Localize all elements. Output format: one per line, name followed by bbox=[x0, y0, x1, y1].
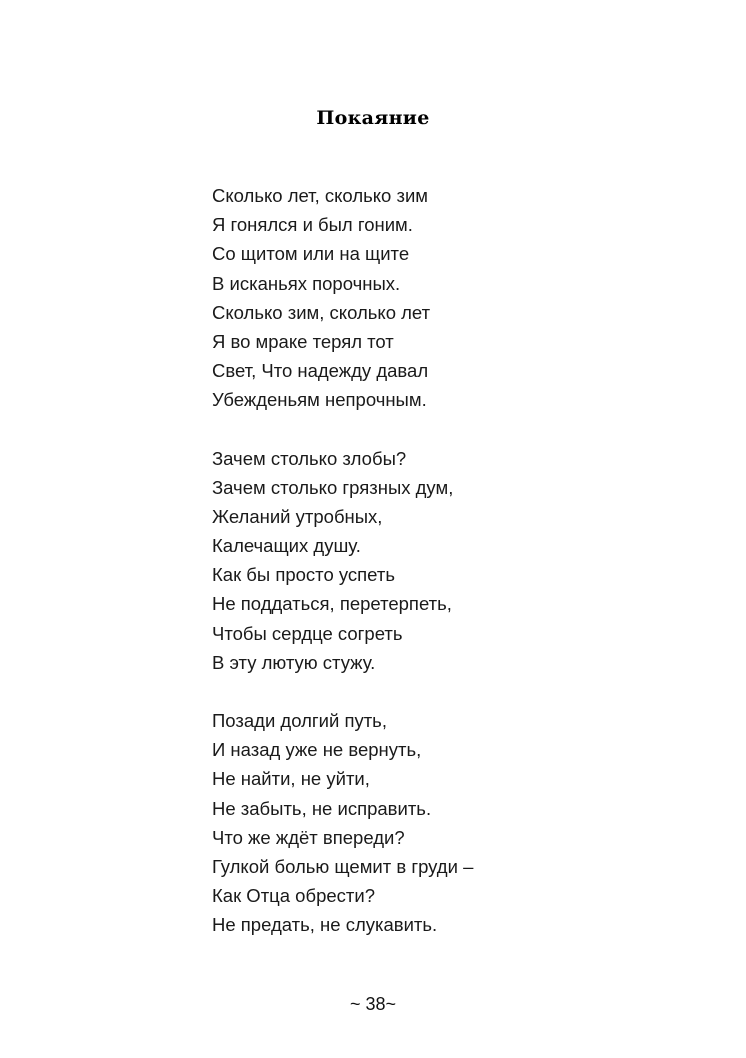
poem-line: Чтобы сердце согреть bbox=[212, 622, 403, 644]
poem-line: Не предать, не слукавить. bbox=[212, 914, 438, 936]
stanza-2 bbox=[212, 444, 473, 678]
poem-line: Гулкой болью щемит в груди – bbox=[212, 855, 474, 877]
stanza-1 bbox=[212, 181, 473, 415]
poem-title: Покаяние bbox=[316, 107, 430, 129]
poem-line: Калечащих душу. bbox=[212, 535, 361, 557]
poem-line: Позади долгий путь, bbox=[212, 710, 387, 731]
poem-line: Не забыть, не исправить. bbox=[212, 797, 432, 819]
poem-line: Зачем столько грязных дум, bbox=[212, 476, 454, 498]
poem-line: Не поддаться, перетерпеть, bbox=[212, 593, 452, 615]
poem-line: И назад уже не вернуть, bbox=[212, 739, 422, 761]
poem-line: Со щитом или на щите bbox=[212, 243, 410, 265]
poem-line: Я во мраке терял тот bbox=[212, 330, 394, 352]
poem-line: Как бы просто успеть bbox=[212, 564, 395, 586]
poem-line: Не найти, не уйти, bbox=[212, 768, 370, 790]
poem-line: Я гонялся и был гоним. bbox=[212, 214, 413, 236]
poem-line: Убежденьям непрочным. bbox=[212, 389, 427, 411]
poem-line: Сколько лет, сколько зим bbox=[212, 185, 429, 206]
poem-line: Зачем столько злобы? bbox=[212, 447, 407, 469]
poem-line: Что же ждёт впереди? bbox=[212, 826, 405, 848]
poem-line: Сколько зим, сколько лет bbox=[212, 301, 431, 323]
poem-line: Желаний утробных, bbox=[212, 505, 383, 527]
page-number: ~ 38~ bbox=[349, 994, 397, 1014]
stanza-3 bbox=[212, 706, 473, 940]
poem-line: В эту лютую стужу. bbox=[212, 651, 376, 673]
poem-line: В исканьях порочных. bbox=[212, 272, 401, 294]
poem-body bbox=[212, 181, 473, 940]
poem-line: Свет, Что надежду давал bbox=[212, 360, 429, 382]
poem-line: Как Отца обрести? bbox=[212, 885, 375, 907]
